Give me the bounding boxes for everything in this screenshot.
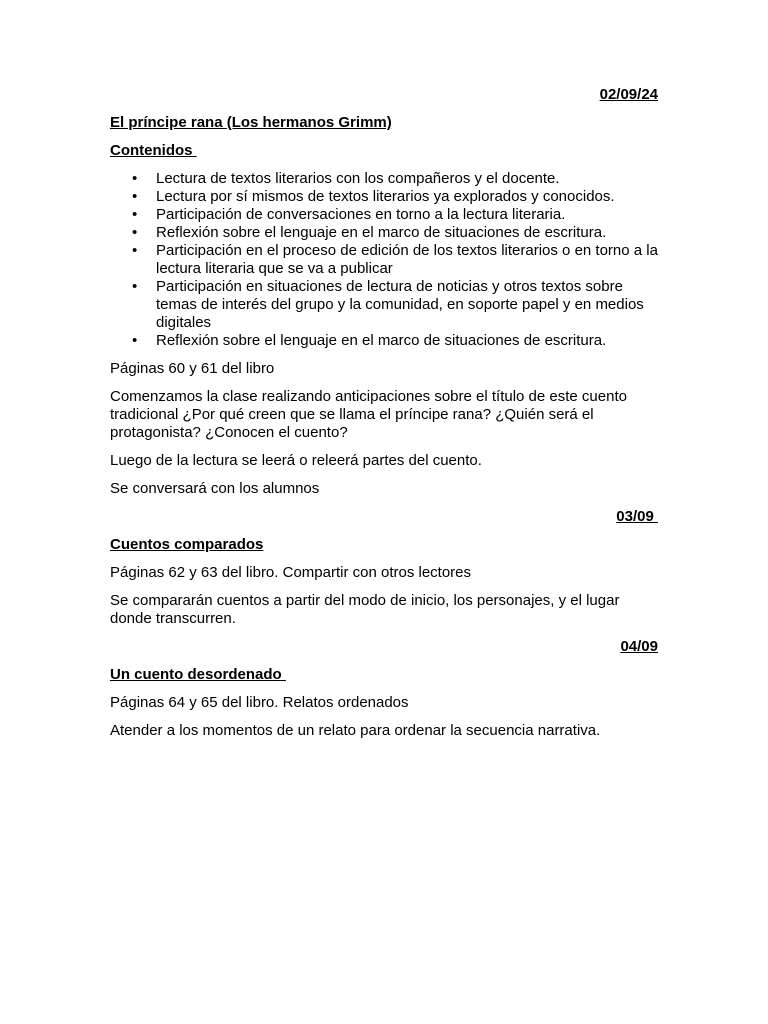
body-paragraph: Se conversará con los alumnos [110, 480, 320, 497]
bullet-icon: • [132, 242, 138, 259]
date-heading: 04/09 [620, 638, 658, 655]
document-page [110, 86, 658, 750]
section-title: Cuentos comparados [110, 536, 264, 553]
list-item [110, 332, 658, 350]
list-item [110, 278, 658, 332]
list-item [110, 224, 658, 242]
body-paragraph: Comenzamos la clase realizando anticipaciones sobre el título de este cuento tradicional ¿Por qué creen que se llama el príncipe rana? ¿Quién será el protagonista? ¿Conocen el cuento? [110, 388, 627, 441]
contents-heading: Contenidos [110, 142, 197, 159]
contents-list [110, 170, 658, 350]
list-item [110, 170, 658, 188]
pages-reference: Páginas 64 y 65 del libro. Relatos ordenados [110, 694, 409, 711]
list-item-text: Participación en el proceso de edición de los textos literarios o en torno a la lectura literaria que se va a publicar [156, 242, 658, 277]
date-heading: 02/09/24 [599, 86, 658, 103]
body-paragraph: Se compararán cuentos a partir del modo de inicio, los personajes, y el lugar donde transcurren. [110, 592, 620, 627]
pages-reference: Páginas 62 y 63 del libro. Compartir con otros lectores [110, 564, 472, 581]
story-title: El príncipe rana (Los hermanos Grimm) [110, 114, 392, 131]
bullet-icon: • [132, 278, 138, 295]
bullet-icon: • [132, 188, 138, 205]
section-title: Un cuento desordenado [110, 666, 286, 683]
list-item-text: Reflexión sobre el lenguaje en el marco de situaciones de escritura. [156, 224, 607, 241]
bullet-icon: • [132, 170, 138, 187]
pages-reference: Páginas 60 y 61 del libro [110, 360, 275, 377]
list-item [110, 206, 658, 224]
bullet-icon: • [132, 332, 138, 349]
list-item-text: Participación de conversaciones en torno a la lectura literaria. [156, 206, 566, 223]
bullet-icon: • [132, 206, 138, 223]
list-item-text: Reflexión sobre el lenguaje en el marco de situaciones de escritura. [156, 332, 607, 349]
list-item [110, 242, 658, 278]
list-item-text: Participación en situaciones de lectura de noticias y otros textos sobre temas de interés del grupo y la comunidad, en soporte papel y en medios digitales [156, 278, 644, 331]
body-paragraph: Luego de la lectura se leerá o releerá partes del cuento. [110, 452, 482, 469]
list-item [110, 188, 658, 206]
list-item-text: Lectura de textos literarios con los compañeros y el docente. [156, 170, 560, 187]
bullet-icon: • [132, 224, 138, 241]
list-item-text: Lectura por sí mismos de textos literarios ya explorados y conocidos. [156, 188, 615, 205]
body-paragraph: Atender a los momentos de un relato para ordenar la secuencia narrativa. [110, 722, 601, 739]
date-heading: 03/09 [616, 508, 658, 525]
